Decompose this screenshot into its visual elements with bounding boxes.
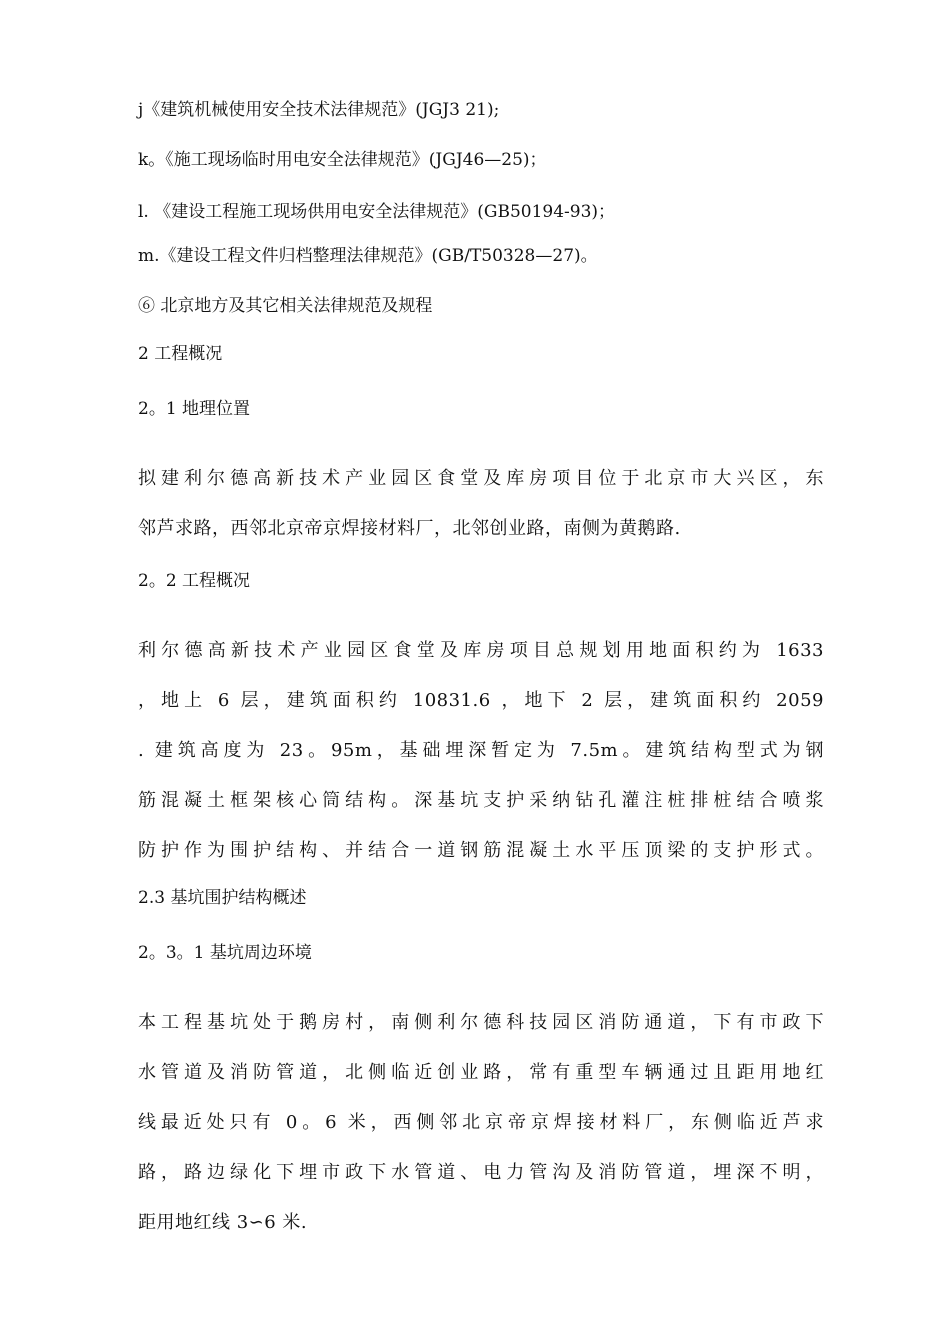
reference-item-l: l. 《建设工程施工现场供用电安全法律规范》(GB50194-93)； — [138, 202, 616, 222]
section-heading-2: 2 工程概况 — [138, 344, 223, 364]
section-heading-2-3-1: 2。3。1 基坑周边环境 — [138, 943, 312, 963]
paragraph-surroundings — [138, 998, 824, 1248]
reference-item-j: j《建筑机械使用安全技术法律规范》(JGJ3 21); — [138, 100, 500, 120]
paragraph-line: ，地上 6 层，建筑面积约 10831.6 ，地下 2 层，建筑面积约 2059 — [138, 690, 824, 711]
paragraph-line: 本工程基坑处于鹅房村，南侧利尔德科技园区消防通道，下有市政下 — [138, 1012, 824, 1033]
paragraph-line: 邻芦求路，西邻北京帝京焊接材料厂，北邻创业路，南侧为黄鹅路. — [138, 518, 681, 539]
section-heading-2-2: 2。2 工程概况 — [138, 571, 251, 591]
paragraph-line: 路，路边绿化下埋市政下水管道、电力管沟及消防管道，埋深不明， — [138, 1162, 824, 1183]
paragraph-line: 筋混凝土框架核心筒结构。深基坑支护采纳钻孔灌注桩排桩结合喷浆 — [138, 790, 824, 811]
reference-item-k: k。《施工现场临时用电安全法律规范》(JGJ46—25)； — [138, 150, 547, 170]
paragraph-overview — [138, 626, 824, 876]
paragraph-line: 距用地红线 3∽6 米. — [138, 1212, 308, 1233]
paragraph-line: 利尔德高新技术产业园区食堂及库房项目总规划用地面积约为 1633 — [138, 640, 824, 661]
paragraph-line: 线最近处只有 0。6 米，西侧邻北京帝京焊接材料厂，东侧临近芦求 — [138, 1112, 824, 1133]
paragraph-line: 防护作为围护结构、并结合一道钢筋混凝土水平压顶梁的支护形式。 — [138, 840, 824, 861]
paragraph-line: . 建筑高度为 23。95m，基础埋深暂定为 7.5m。建筑结构型式为钢 — [138, 740, 824, 761]
reference-item-local: ⑥ 北京地方及其它相关法律规范及规程 — [138, 296, 433, 316]
paragraph-location — [138, 454, 824, 554]
reference-item-m: m.《建设工程文件归档整理法律规范》(GB/T50328—27)。 — [138, 246, 598, 266]
section-heading-2-3: 2.3 基坑围护结构概述 — [138, 888, 307, 908]
paragraph-line: 水管道及消防管道，北侧临近创业路，常有重型车辆通过且距用地红 — [138, 1062, 824, 1083]
paragraph-line: 拟建利尔德高新技术产业园区食堂及库房项目位于北京市大兴区，东 — [138, 468, 824, 489]
section-heading-2-1: 2。1 地理位置 — [138, 399, 251, 419]
